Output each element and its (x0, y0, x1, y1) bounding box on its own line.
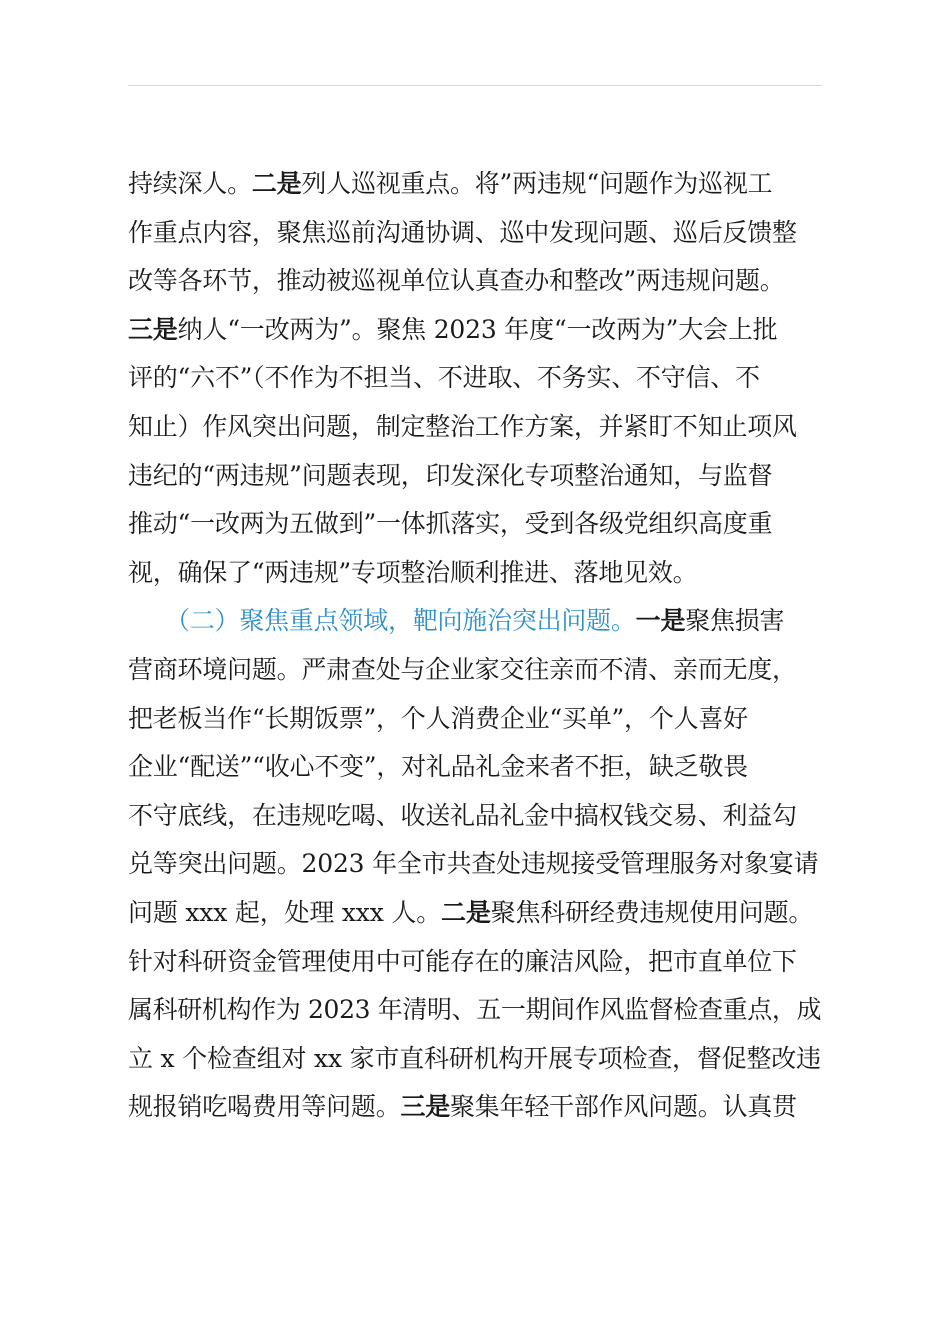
text-run: 列人巡视重点。将”两违规“问题作为巡视工 (301, 169, 773, 198)
text-run: 推动“一改两为五做到”一体抓落实，受到各级党组织高度重 (128, 509, 773, 539)
text-run: 作重点内容，聚焦巡前沟通协调、巡中发现问题、巡后反馈整 (128, 217, 797, 247)
text-run: 营商环境问题。严肃查处与企业家交往亲而不清、亲而无度， (128, 654, 797, 684)
text-run: 把老板当作“长期饭票”，个人消费企业“买单”，个人喜好 (128, 703, 748, 733)
text-line (128, 840, 828, 889)
text-line (128, 695, 828, 744)
text-line (128, 452, 828, 501)
text-run: 企业“配送”“收心不变”，对礼品礼金来者不拒，缺乏敬畏 (128, 752, 748, 782)
body-text (128, 160, 828, 1132)
text-run: 持续深人。 (128, 169, 252, 198)
bold-lead-text: 二是 (251, 169, 302, 198)
header-rule (128, 85, 822, 86)
text-line (128, 986, 828, 1035)
text-line (128, 403, 828, 452)
bold-lead-text: 三是 (128, 314, 178, 344)
text-run: 问题 xxx 起，处理 xxx 人。 (128, 897, 442, 927)
section-heading: （二）聚焦重点领域，靶向施治突出问题。 (177, 606, 636, 636)
bold-lead-text: 三是 (400, 1092, 451, 1122)
text-line (128, 306, 828, 355)
text-run (128, 606, 178, 635)
text-line (128, 500, 828, 549)
text-run: 视，确保了“两违规”专项整治顺利推进、落地见效。 (128, 557, 698, 587)
text-line (128, 160, 828, 209)
text-line (128, 549, 828, 598)
text-run: 立 x 个检查组对 xx 家市直科研机构开展专项检查，督促整改违 (128, 1043, 821, 1073)
text-run: 聚集年轻干部作风问题。认真贯 (450, 1092, 797, 1122)
text-run: 知止）作风突出问题，制定整治工作方案，并紧盯不知止项风 (128, 411, 797, 441)
text-run: 违纪的“两违规”问题表现，印发深化专项整治通知，与监督 (128, 460, 773, 490)
text-run: 聚焦科研经费违规使用问题。 (490, 897, 814, 927)
text-run: 兑等突出问题。2023 年全市共查处违规接受管理服务对象宴请 (128, 849, 819, 879)
text-run: 聚焦损害 (685, 606, 785, 636)
text-line (128, 354, 828, 403)
text-line (128, 209, 828, 258)
text-run: 改等各环节，推动被巡视单位认真查办和整改”两违规问题。 (128, 266, 785, 296)
text-run: 评的“六不”（不作为不担当、不进取、不务实、不守信、不 (128, 363, 760, 393)
bold-lead-text: 二是 (441, 897, 491, 927)
text-line (128, 743, 828, 792)
text-run: 不守底线，在违规吃喝、收送礼品礼金中搞权钱交易、利益勾 (128, 800, 797, 830)
text-line (128, 938, 828, 987)
text-run: 针对科研资金管理使用中可能存在的廉洁风险，把市直单位下 (128, 946, 797, 976)
text-line (128, 889, 828, 938)
text-line (128, 1035, 828, 1084)
text-run: 纳人“一改两为”。聚焦 2023 年度“一改两为”大会上批 (177, 314, 778, 344)
bold-lead-text: 一是 (635, 606, 686, 636)
text-line (128, 257, 828, 306)
text-line (128, 1083, 828, 1132)
text-run: 属科研机构作为 2023 年清明、五一期间作风监督检查重点，成 (128, 995, 822, 1025)
text-line (128, 792, 828, 841)
text-line (128, 646, 828, 695)
text-run: 规报销吃喝费用等问题。 (128, 1092, 401, 1122)
text-line (128, 597, 828, 646)
